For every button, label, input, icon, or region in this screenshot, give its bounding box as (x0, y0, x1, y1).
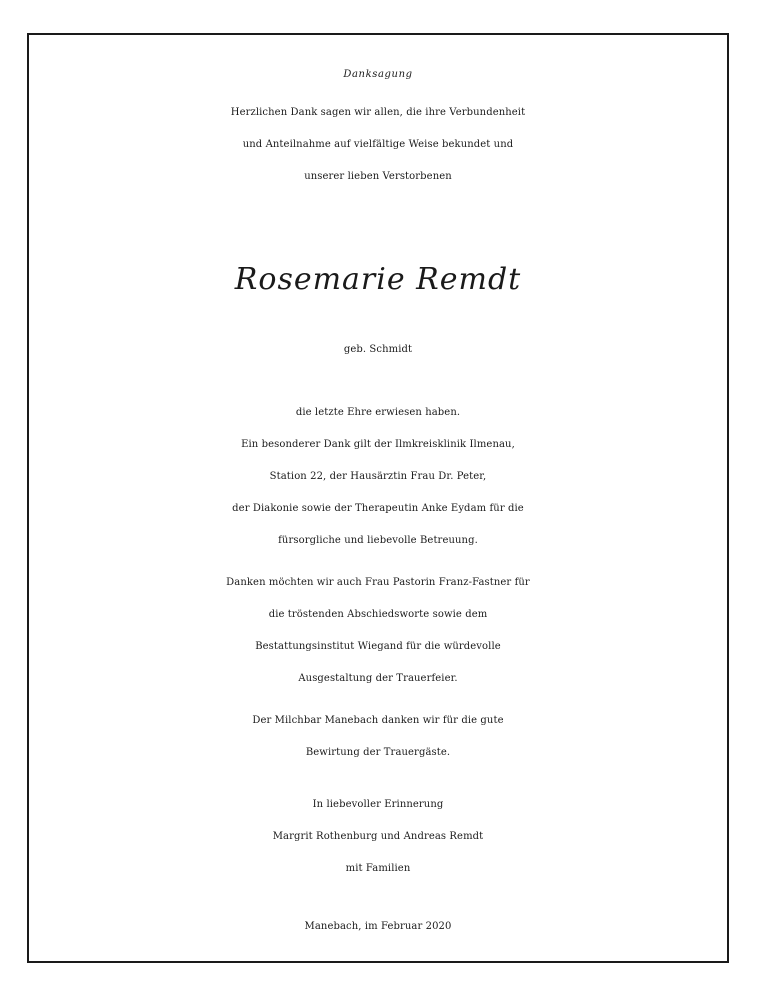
notice-heading: Danksagung (343, 69, 413, 80)
paragraph1-line: die letzte Ehre erwiesen haben. (295, 407, 461, 418)
paragraph2-line: Ausgestaltung der Trauerfeier. (298, 673, 458, 684)
paragraph1-line: Ein besonderer Dank gilt der Ilmkreisklinik Ilmenau, (241, 439, 515, 450)
paragraph3-line: Der Milchbar Manebach danken wir für die gute (252, 715, 504, 726)
paragraph1-line: der Diakonie sowie der Therapeutin Anke Eydam für die (232, 503, 524, 514)
paragraph2-line: Danken möchten wir auch Frau Pastorin Franz-Fastner für (226, 577, 530, 588)
intro-line: Herzlichen Dank sagen wir allen, die ihre Verbundenheit (230, 107, 526, 118)
paragraph3-line: Bewirtung der Trauergäste. (305, 747, 451, 758)
paragraph1-line: Station 22, der Hausärztin Frau Dr. Peter, (269, 471, 487, 482)
intro-line: unserer lieben Verstorbenen (304, 171, 452, 182)
maiden-name: geb. Schmidt (343, 344, 413, 355)
deceased-name: Rosemarie Remdt (234, 262, 522, 297)
paragraph2-line: Bestattungsinstitut Wiegand für die würdevolle (255, 641, 501, 652)
signature-line: mit Familien (345, 863, 411, 874)
paragraph2-line: die tröstenden Abschiedsworte sowie dem (268, 609, 488, 620)
notice-frame (27, 33, 729, 963)
signature-line: In liebevoller Erinnerung (312, 799, 444, 810)
signature-line: Margrit Rothenburg und Andreas Remdt (272, 831, 484, 842)
intro-line: und Anteilnahme auf vielfältige Weise bekundet und (242, 139, 514, 150)
paragraph1-line: fürsorgliche und liebevolle Betreuung. (278, 535, 478, 546)
place-date: Manebach, im Februar 2020 (304, 921, 452, 932)
notice-content (29, 35, 727, 961)
